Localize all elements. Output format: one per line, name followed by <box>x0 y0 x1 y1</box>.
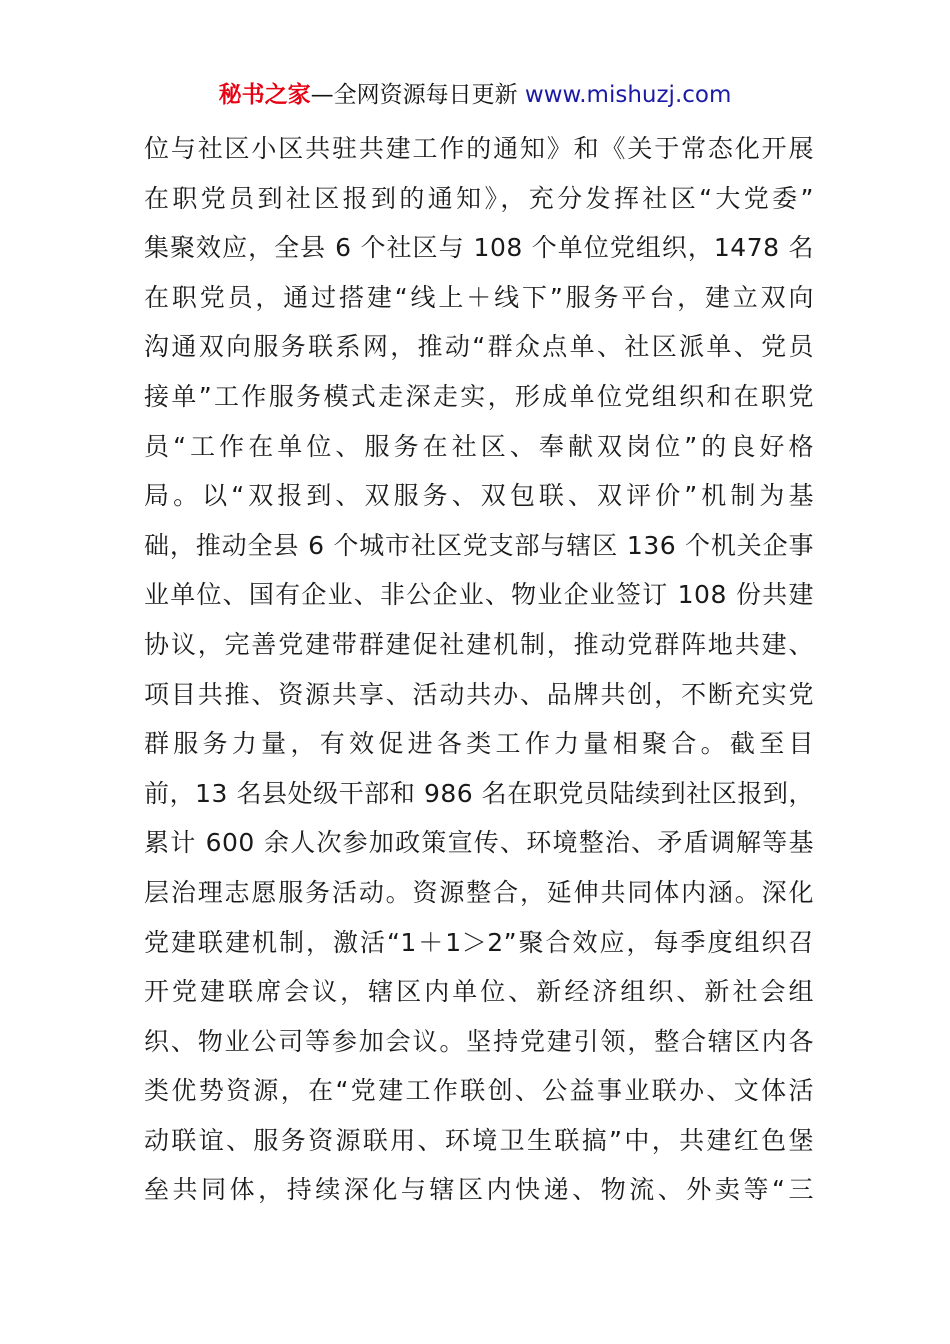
paragraph-line: 项目共推、资源共享、活动共办、品牌共创，不断充实党 <box>144 679 814 709</box>
paragraph-line: 类优势资源，在“党建工作联创、公益事业联办、文体活 <box>144 1076 814 1106</box>
paragraph-line: 员“工作在单位、服务在社区、奉献双岗位”的良好格 <box>144 431 814 461</box>
paragraph-line: 位与社区小区共驻共建工作的通知》和《关于常态化开展 <box>144 134 814 163</box>
paragraph-line: 协议，完善党建带群建促社建机制，推动党群阵地共建、 <box>144 629 814 659</box>
paragraph-line: 在职党员到社区报到的通知》，充分发挥社区“大党委” <box>144 183 814 213</box>
site-tagline: —全网资源每日更新 <box>310 82 518 108</box>
paragraph-line: 动联谊、服务资源联用、环境卫生联搞”中，共建红色堡 <box>144 1125 814 1155</box>
paragraph-line: 垒共同体，持续深化与辖区内快递、物流、外卖等“三 <box>144 1175 814 1205</box>
paragraph-line: 前，13 名县处级干部和 986 名在职党员陆续到社区报到， <box>144 778 814 808</box>
paragraph-line: 接单”工作服务模式走深走实，形成单位党组织和在职党 <box>144 381 814 411</box>
paragraph-line: 累计 600 余人次参加政策宣传、环境整治、矛盾调解等基 <box>144 828 814 858</box>
document-body <box>144 124 814 1215</box>
paragraph-line: 织、物业公司等参加会议。坚持党建引领，整合辖区内各 <box>144 1026 814 1056</box>
paragraph-line: 在职党员，通过搭建“线上＋线下”服务平台，建立双向 <box>144 282 814 312</box>
paragraph-line: 党建联建机制，激活“1＋1＞2”聚合效应，每季度组织召 <box>144 927 814 957</box>
paragraph-line: 沟通双向服务联系网，推动“群众点单、社区派单、党员 <box>144 332 814 362</box>
site-brand: 秘书之家 <box>218 82 311 108</box>
paragraph-line: 开党建联席会议，辖区内单位、新经济组织、新社会组 <box>144 977 814 1007</box>
site-header <box>0 78 950 112</box>
paragraph-line: 集聚效应，全县 6 个社区与 108 个单位党组织，1478 名 <box>144 233 814 263</box>
paragraph-line: 层治理志愿服务活动。资源整合，延伸共同体内涵。深化 <box>144 877 814 907</box>
paragraph-line: 业单位、国有企业、非公企业、物业企业签订 108 份共建 <box>144 580 814 610</box>
paragraph-line: 础，推动全县 6 个城市社区党支部与辖区 136 个机关企事 <box>144 530 814 560</box>
paragraph-line: 群服务力量，有效促进各类工作力量相聚合。截至目 <box>144 729 814 759</box>
site-url-link[interactable]: www.mishuzj.com <box>524 82 732 108</box>
paragraph-line: 局。以“双报到、双服务、双包联、双评价”机制为基 <box>144 481 814 511</box>
